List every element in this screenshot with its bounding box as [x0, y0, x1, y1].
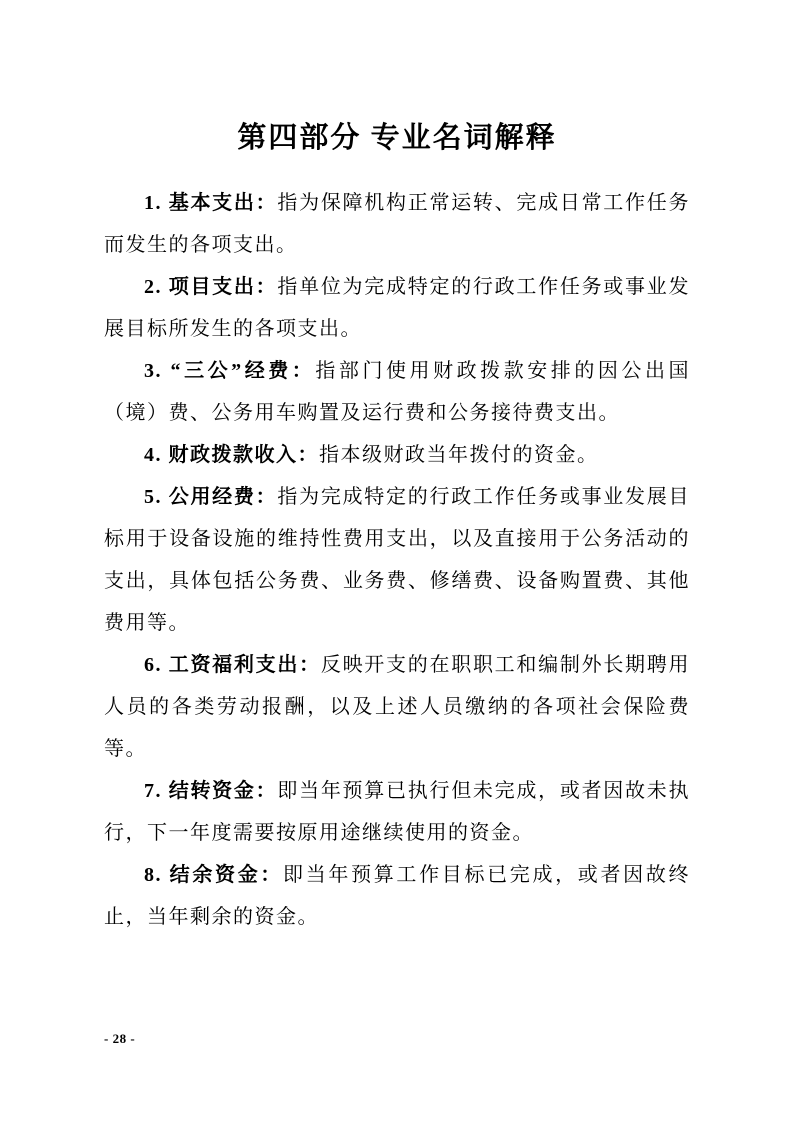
- term-label: 3. “三公”经费：: [144, 360, 316, 382]
- page-title: 第四部分 专业名词解释: [237, 122, 557, 154]
- term-label: 1. 基本支出：: [144, 192, 278, 214]
- term-label: 7. 结转资金：: [144, 780, 278, 802]
- definition-paragraph: [104, 350, 690, 434]
- definition-text: 反映开支的在职职工和编制外长期聘用人员的各类劳动报酬，以及上述人员缴纳的各项社会保险费等。: [104, 654, 691, 760]
- definition-paragraph: [104, 434, 690, 476]
- term-label: 4. 财政拨款收入：: [144, 444, 319, 466]
- definition-paragraph: [104, 644, 690, 770]
- definition-paragraph: [104, 770, 690, 854]
- term-label: 5. 公用经费：: [144, 486, 278, 508]
- term-label: 2. 项目支出：: [144, 276, 278, 298]
- page-number: - 28 -: [104, 1031, 136, 1046]
- definition-text: 即当年预算已执行但未完成，或者因故未执行，下一年度需要按原用途继续使用的资金。: [104, 780, 690, 844]
- definition-text: 指为保障机构正常运转、完成日常工作任务而发生的各项支出。: [104, 192, 690, 256]
- definition-text: 指单位为完成特定的行政工作任务或事业发展目标所发生的各项支出。: [104, 276, 690, 340]
- definition-paragraph: [104, 854, 690, 938]
- definition-paragraph: [104, 476, 690, 644]
- definition-text: 指本级财政当年拨付的资金。: [319, 444, 599, 466]
- definition-text: 指部门使用财政拨款安排的因公出国（境）费、公务用车购置及运行费和公务接待费支出。: [104, 360, 691, 424]
- term-label: 8. 结余资金：: [144, 864, 284, 886]
- definition-paragraph: [104, 266, 690, 350]
- term-label: 6. 工资福利支出：: [144, 654, 321, 676]
- definition-text: 指为完成特定的行政工作任务或事业发展目标用于设备设施的维持性费用支出，以及直接用于公务活动的支出，具体包括公务费、业务费、修缮费、设备购置费、其他费用等。: [104, 486, 690, 634]
- definition-paragraph: [104, 182, 690, 266]
- definition-text: 即当年预算工作目标已完成，或者因故终止，当年剩余的资金。: [104, 864, 691, 928]
- document-body: [104, 182, 690, 938]
